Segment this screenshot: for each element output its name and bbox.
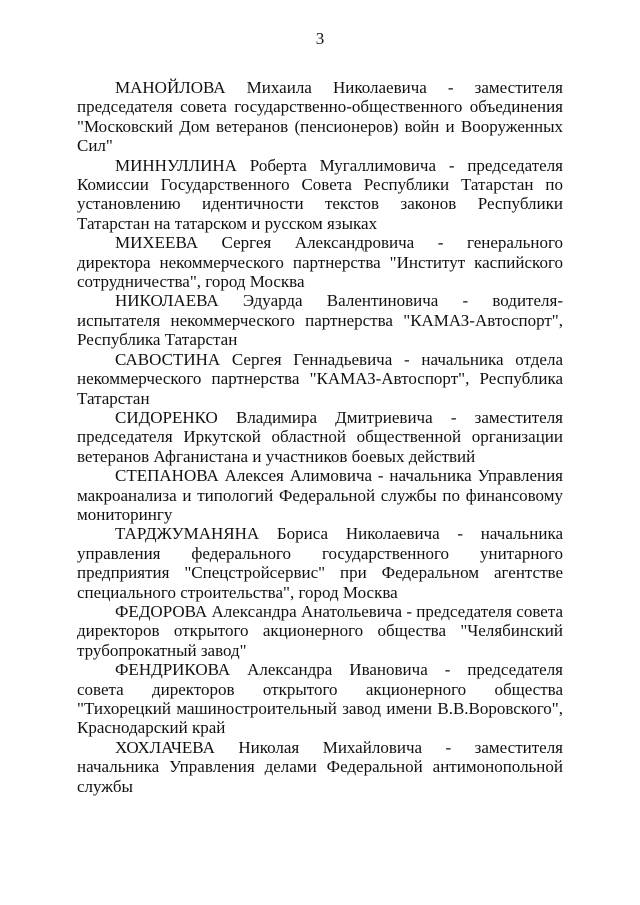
list-item: САВОСТИНА Сергея Геннадьевича - начальника отдела некоммерческого партнерства "КАМАЗ-Автоспорт", Республика Татарстан	[77, 349, 563, 408]
award-list	[77, 78, 563, 796]
list-item: ФЕНДРИКОВА Александра Ивановича - председателя совета директоров открытого акционерного общества "Тихорецкий машиностроительный завод имени В.В.Воровского", Краснодарский край	[77, 660, 563, 738]
list-item: МИННУЛЛИНА Роберта Мугаллимовича - председателя Комиссии Государственного Совета Республики Татарстан по установлению идентичности текстов законов Республики Татарстан на татарском и русском языках	[77, 155, 563, 233]
list-item: СТЕПАНОВА Алексея Алимовича - начальника Управления макроанализа и типологий Федеральной службы по финансовому мониторингу	[77, 466, 563, 524]
list-item: ФЕДОРОВА Александра Анатольевича - председателя совета директоров открытого акционерного общества "Челябинский трубопрокатный завод"	[77, 601, 563, 660]
list-item: ХОХЛАЧЕВА Николая Михайловича - заместителя начальника Управления делами Федеральной антимонопольной службы	[77, 737, 563, 796]
list-item: МАНОЙЛОВА Михаила Николаевича - заместителя председателя совета государственно-общественного объединения "Московский Дом ветеранов (пенсионеров) войн и Вооруженных Сил"	[77, 78, 563, 156]
list-item: ТАРДЖУМАНЯНА Бориса Николаевича - начальника управления федерального государственного унитарного предприятия "Спецстройсервис" при Федеральном агентстве специального строительства", город Москва	[77, 524, 563, 602]
page-number: 3	[315, 29, 325, 48]
list-item: СИДОРЕНКО Владимира Дмитриевича - заместителя председателя Иркутской областной общественной организации ветеранов Афганистана и участников боевых действий	[77, 407, 563, 466]
list-item: МИХЕЕВА Сергея Александровича - генерального директора некоммерческого партнерства "Институт каспийского сотрудничества", город Москва	[77, 233, 563, 292]
list-item: НИКОЛАЕВА Эдуарда Валентиновича - водителя-испытателя некоммерческого партнерства "КАМАЗ-Автоспорт", Республика Татарстан	[77, 291, 563, 350]
